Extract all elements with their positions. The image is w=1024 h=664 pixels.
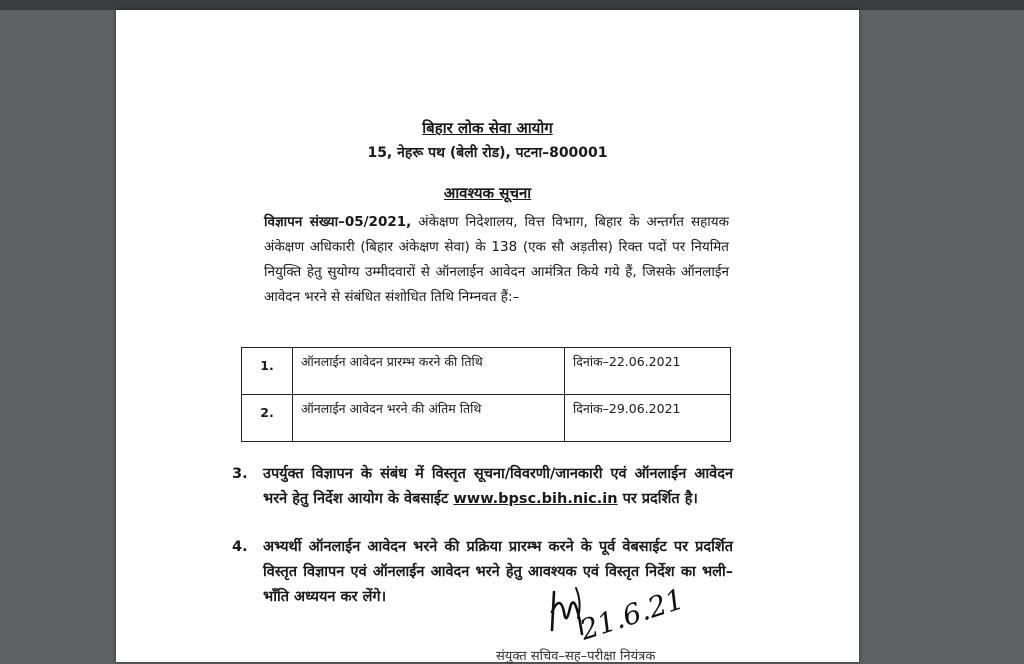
row-number: 2. xyxy=(242,395,293,442)
item-text: अभ्यर्थी ऑनलाईन आवेदन भरने की प्रक्रिया प्रारम्भ करने के पूर्व वेबसाईट पर प्रदर्शित विस्तृत विज्ञापन एवं ऑनलाईन आवेदन भरने हेतु आवश्यक एवं विस्तृत निर्देश का भली–भाँति अध्ययन कर लेंगे। xyxy=(263,539,733,605)
table-row xyxy=(242,348,731,395)
row-label: ऑनलाईन आवेदन प्रारम्भ करने की तिथि xyxy=(293,348,565,395)
website-link[interactable]: www.bpsc.bih.nic.in xyxy=(453,491,618,507)
org-address: 15, नेहरू पथ (बेली रोड), पटना–800001 xyxy=(367,145,608,161)
org-name: बिहार लोक सेवा आयोग xyxy=(422,119,553,137)
table-row xyxy=(242,395,731,442)
signature-date: 21.6.21 xyxy=(575,582,688,647)
signatory-designation: संयुक्त सचिव–सह–परीक्षा नियंत्रक xyxy=(496,649,656,664)
row-label: ऑनलाईन आवेदन भरने की अंतिम तिथि xyxy=(293,395,565,442)
notice-title: आवश्यक सूचना xyxy=(443,184,532,202)
item-number: 4. xyxy=(232,539,248,555)
notice-paragraph xyxy=(264,210,729,310)
document-page xyxy=(116,10,859,662)
signature-image xyxy=(546,582,688,652)
viewer-top-bar xyxy=(0,0,1024,10)
item-text: उपर्युक्त विज्ञापन के संबंध में विस्तृत सूचना/विवरणी/जानकारी एवं ऑनलाईन आवेदन भरने हेतु निर्देश आयोग के वेबसाईट www.bpsc.bih.nic.in पर प्रदर्शित है। xyxy=(263,466,733,507)
row-date: दिनांक–22.06.2021 xyxy=(565,348,731,395)
row-number: 1. xyxy=(242,348,293,395)
row-date: दिनांक–29.06.2021 xyxy=(565,395,731,442)
item-number: 3. xyxy=(232,466,248,482)
paragraph-text: अंकेक्षण निदेशालय, वित्त विभाग, बिहार के अन्तर्गत सहायक अंकेक्षण अधिकारी (बिहार अंकेक्षण सेवा) के 138 (एक सौ अड़तीस) रिक्त पदों पर नियमित नियुक्ति हेतु सुयोग्य उम्मीदवारों से ऑनलाईन आवेदन आमंत्रित किये गये हैं, जिसके ऑनलाईन आवेदन भरने से संबंधित संशोधित तिथि निम्नवत हैं:– xyxy=(264,214,729,305)
dates-table xyxy=(241,347,731,442)
advertisement-number: विज्ञापन संख्या–05/2021, xyxy=(264,214,412,230)
